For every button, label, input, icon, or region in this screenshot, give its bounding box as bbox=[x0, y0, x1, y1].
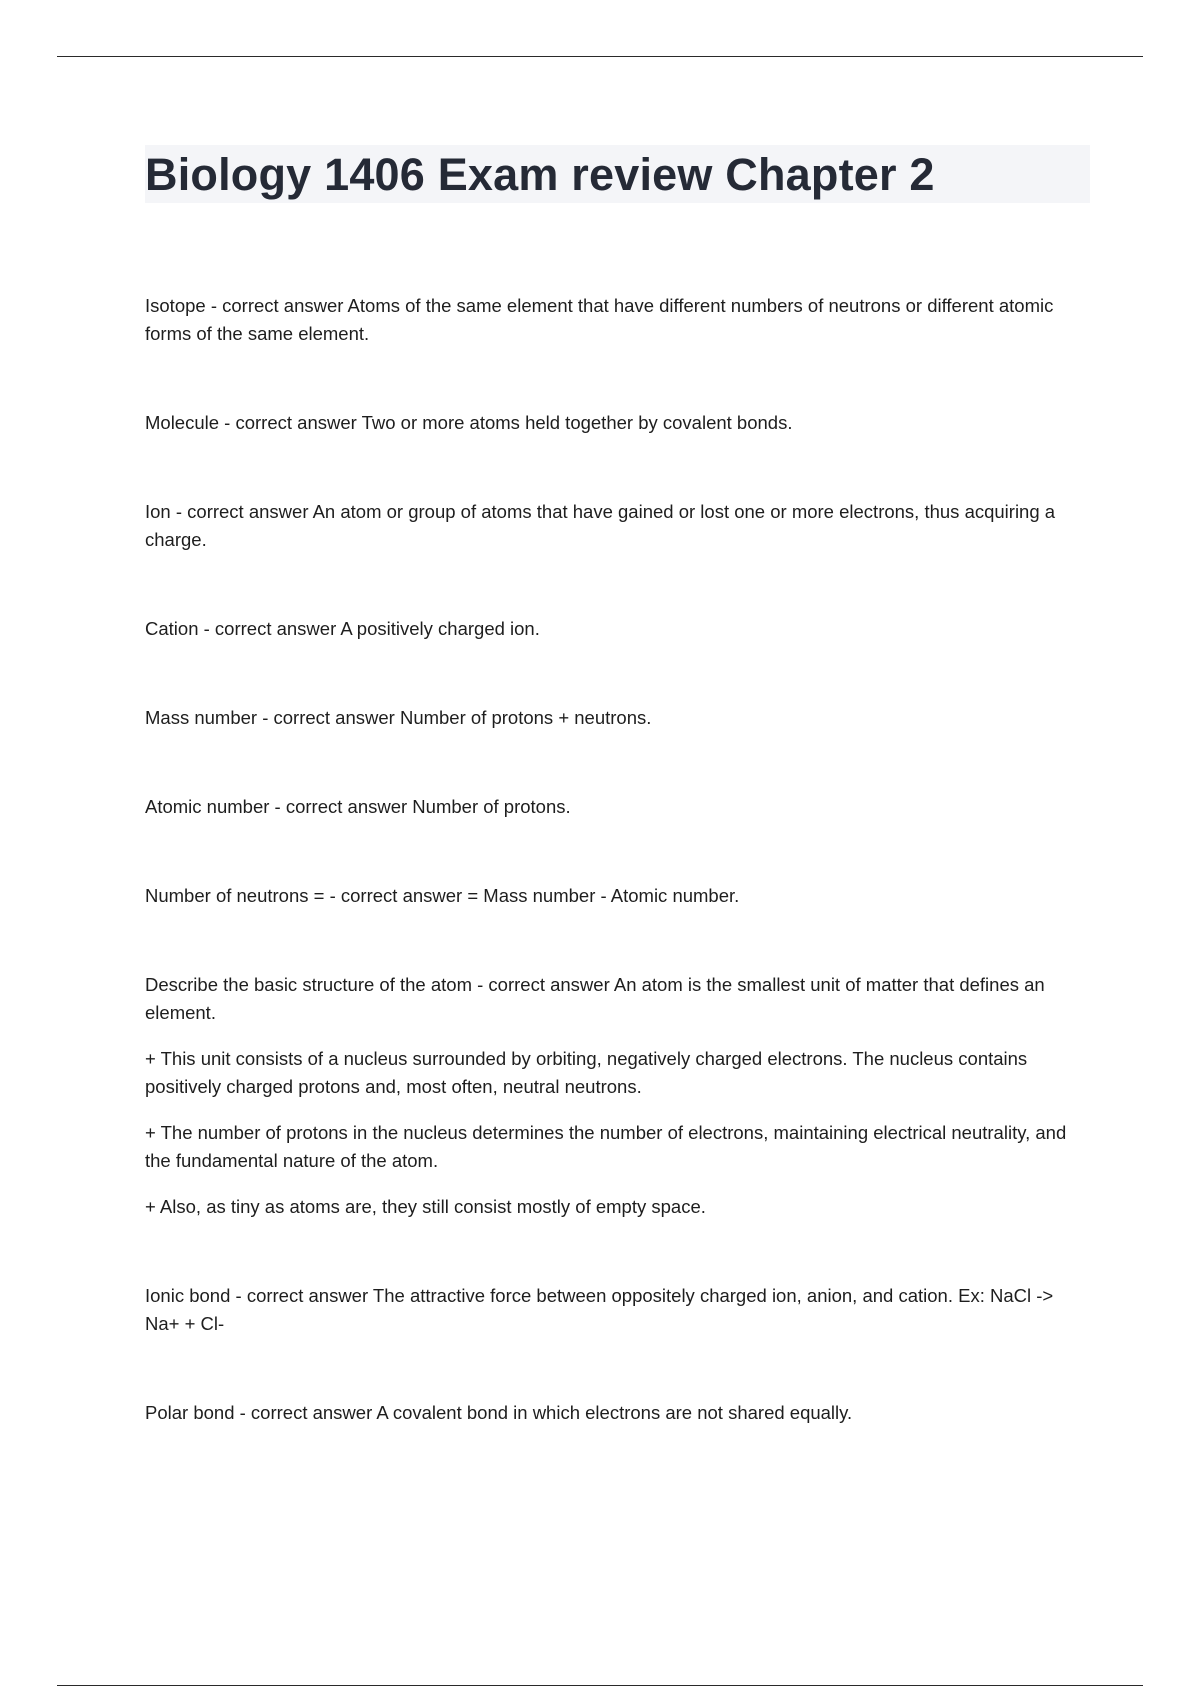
entry-text: Ionic bond - correct answer The attractive force between oppositely charged ion, anion, and cation. Ex: NaCl -> Na+ + Cl- bbox=[145, 1285, 1054, 1334]
entry-text: Cation - correct answer A positively charged ion. bbox=[145, 618, 540, 639]
entry-cation bbox=[145, 615, 1090, 643]
entry-text: Polar bond - correct answer A covalent bond in which electrons are not shared equally. bbox=[145, 1402, 853, 1423]
top-rule bbox=[57, 56, 1143, 57]
entry-isotope bbox=[145, 292, 1090, 348]
entry-bullet: + This unit consists of a nucleus surrounded by orbiting, negatively charged electrons. The nucleus contains positively charged protons and, most often, neutral neutrons. bbox=[145, 1048, 1028, 1097]
entry-polar-bond bbox=[145, 1399, 1090, 1427]
entry-text: Number of neutrons = - correct answer = Mass number - Atomic number. bbox=[145, 885, 740, 906]
entry-text: Mass number - correct answer Number of protons + neutrons. bbox=[145, 707, 652, 728]
entry-text: Atomic number - correct answer Number of protons. bbox=[145, 796, 571, 817]
entry-ion bbox=[145, 498, 1090, 554]
entry-text: Ion - correct answer An atom or group of atoms that have gained or lost one or more electrons, thus acquiring a charge. bbox=[145, 501, 1056, 550]
entry-mass-number bbox=[145, 704, 1090, 732]
entry-bullet: + Also, as tiny as atoms are, they still consist mostly of empty space. bbox=[145, 1196, 706, 1217]
bottom-rule bbox=[57, 1685, 1143, 1686]
entry-ionic-bond bbox=[145, 1282, 1090, 1338]
title-banner bbox=[145, 145, 1090, 203]
entry-molecule bbox=[145, 409, 1090, 437]
page-title: Biology 1406 Exam review Chapter 2 bbox=[145, 148, 935, 200]
entry-bullet: + The number of protons in the nucleus determines the number of electrons, maintaining electrical neutrality, and the fundamental nature of the atom. bbox=[145, 1122, 1067, 1171]
entry-list bbox=[145, 292, 1090, 1427]
entry-text: Molecule - correct answer Two or more atoms held together by covalent bonds. bbox=[145, 412, 793, 433]
document-page bbox=[145, 145, 1090, 1488]
entry-atomic-number bbox=[145, 793, 1090, 821]
entry-text: Isotope - correct answer Atoms of the same element that have different numbers of neutrons or different atomic forms of the same element. bbox=[145, 295, 1054, 344]
entry-text: Describe the basic structure of the atom - correct answer An atom is the smallest unit of matter that defines an element. bbox=[145, 974, 1045, 1023]
entry-atom-structure bbox=[145, 971, 1090, 1221]
entry-number-of-neutrons bbox=[145, 882, 1090, 910]
